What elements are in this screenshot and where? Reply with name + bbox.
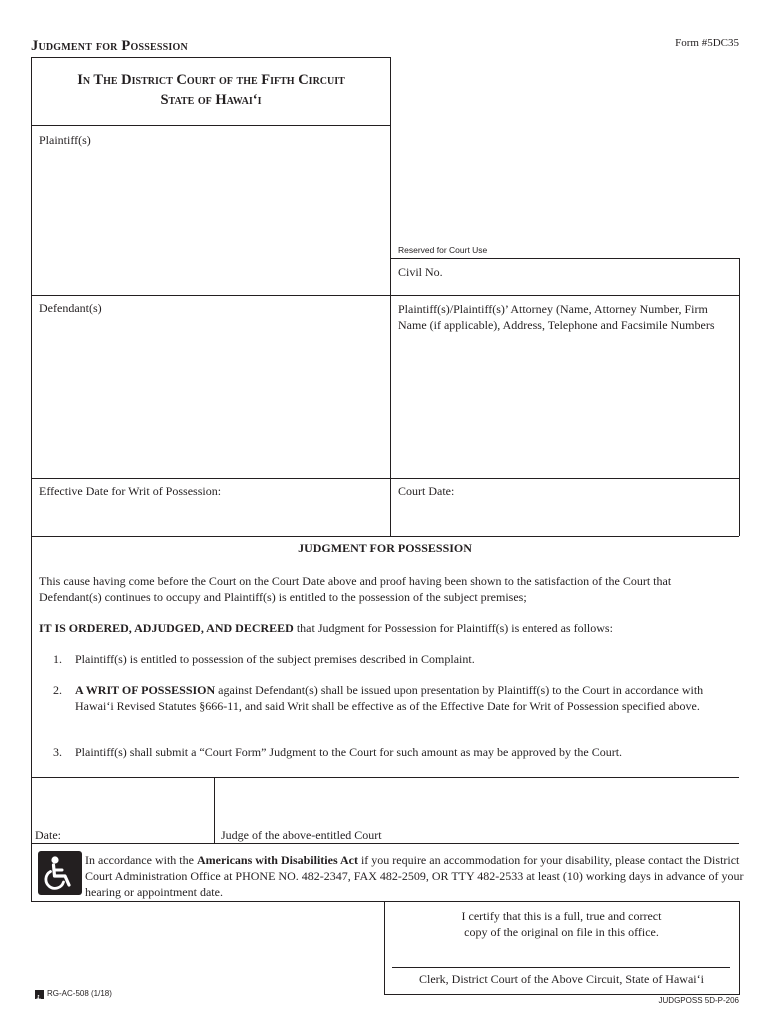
- document-title: Judgment for Possession: [31, 38, 188, 54]
- ordered-text: that Judgment for Possession for Plaintiff(s) is entered as follows:: [293, 621, 613, 635]
- judgment-heading: JUDGMENT FOR POSSESSION: [298, 541, 472, 555]
- ordered-bold: IT IS ORDERED, ADJUDGED, AND DECREED: [39, 621, 294, 635]
- form-number: Form #5DC35: [675, 37, 739, 49]
- effective-date-label: Effective Date for Writ of Possession:: [39, 484, 222, 498]
- attorney-label: Plaintiff(s)/Plaintiff(s)’ Attorney (Name, Attorney Number, Firm Name (if applicable), Address, Telephone and Facsimile Numbers: [398, 302, 715, 332]
- plaintiff-label: Plaintiff(s): [39, 133, 91, 147]
- civil-no-field[interactable]: [450, 262, 736, 292]
- judgment-item-2: [39, 682, 729, 714]
- plaintiff-field[interactable]: [32, 148, 389, 294]
- item-number: 2.: [53, 683, 62, 697]
- footer-wheelchair-icon: [35, 990, 44, 999]
- item-text: Plaintiff(s) shall submit a “Court Form” Judgment to the Court for such amount as may be approved by the Court.: [75, 745, 623, 759]
- date-label: Date:: [35, 828, 61, 842]
- reserved-for-court-label: Reserved for Court Use: [398, 245, 488, 255]
- judgment-intro: This cause having come before the Court on the Court Date above and proof having been shown to the satisfaction of the Court that Defendant(s) continues to occupy and Plaintiff(s) is entitled to the possession of the subject premises;: [39, 574, 672, 604]
- court-name: [31, 70, 391, 110]
- judgment-item-3: [39, 744, 729, 760]
- item-text: Plaintiff(s) is entitled to possession of the subject premises described in Complaint.: [75, 652, 475, 666]
- judge-label: Judge of the above-entitled Court: [221, 828, 382, 842]
- date-signature-field[interactable]: [32, 778, 213, 826]
- footer-form-code: RG-AC-508 (1/18): [47, 989, 112, 998]
- ada-bold: Americans with Disabilities Act: [196, 853, 358, 867]
- item-text: against Defendant(s) shall be issued upon presentation by Plaintiff(s) to the Court in accordance with Hawai‘i Revised Statutes §666-11, and said Writ shall be effective as of the Effective Date for Writ of Possession specified above.: [75, 683, 704, 713]
- ada-notice: [85, 852, 745, 900]
- certify-line2: copy of the original on file in this office.: [464, 925, 659, 939]
- footer-doc-code: JUDGPOSS 5D-P-206: [658, 996, 739, 1005]
- effective-date-field[interactable]: [32, 500, 389, 534]
- clerk-label: Clerk, District Court of the Above Circuit, State of Hawai‘i: [419, 972, 704, 986]
- defendant-field[interactable]: [32, 318, 389, 476]
- defendant-label: Defendant(s): [39, 301, 102, 315]
- item-number: 3.: [53, 745, 62, 759]
- certify-line1: I certify that this is a full, true and correct: [461, 909, 662, 923]
- item-number: 1.: [53, 652, 62, 666]
- wheelchair-icon: [38, 851, 82, 895]
- certify-text: [384, 908, 739, 940]
- ada-text-post: if you require an accommodation for your disability, please contact the District Court Administration Office at PHONE NO. 482-2347, FAX 482-2509, OR TTY 482-2533 at least (10) working days in advance of your hearing or appointment date.: [85, 853, 744, 899]
- court-date-field[interactable]: [391, 500, 738, 534]
- attorney-field[interactable]: [391, 335, 738, 476]
- court-date-label: Court Date:: [398, 484, 455, 498]
- ada-text-pre: In accordance with the: [85, 853, 197, 867]
- judge-signature-field[interactable]: [215, 778, 738, 826]
- ordered-paragraph: [39, 620, 729, 636]
- civil-no-label: Civil No.: [398, 265, 443, 279]
- court-name-line1: In The District Court of the Fifth Circuit: [77, 72, 345, 88]
- writ-bold: A WRIT OF POSSESSION: [75, 683, 216, 697]
- judgment-item-1: [39, 651, 729, 667]
- clerk-signature-field[interactable]: [392, 942, 730, 966]
- court-name-line2: State of Hawai‘i: [160, 92, 262, 108]
